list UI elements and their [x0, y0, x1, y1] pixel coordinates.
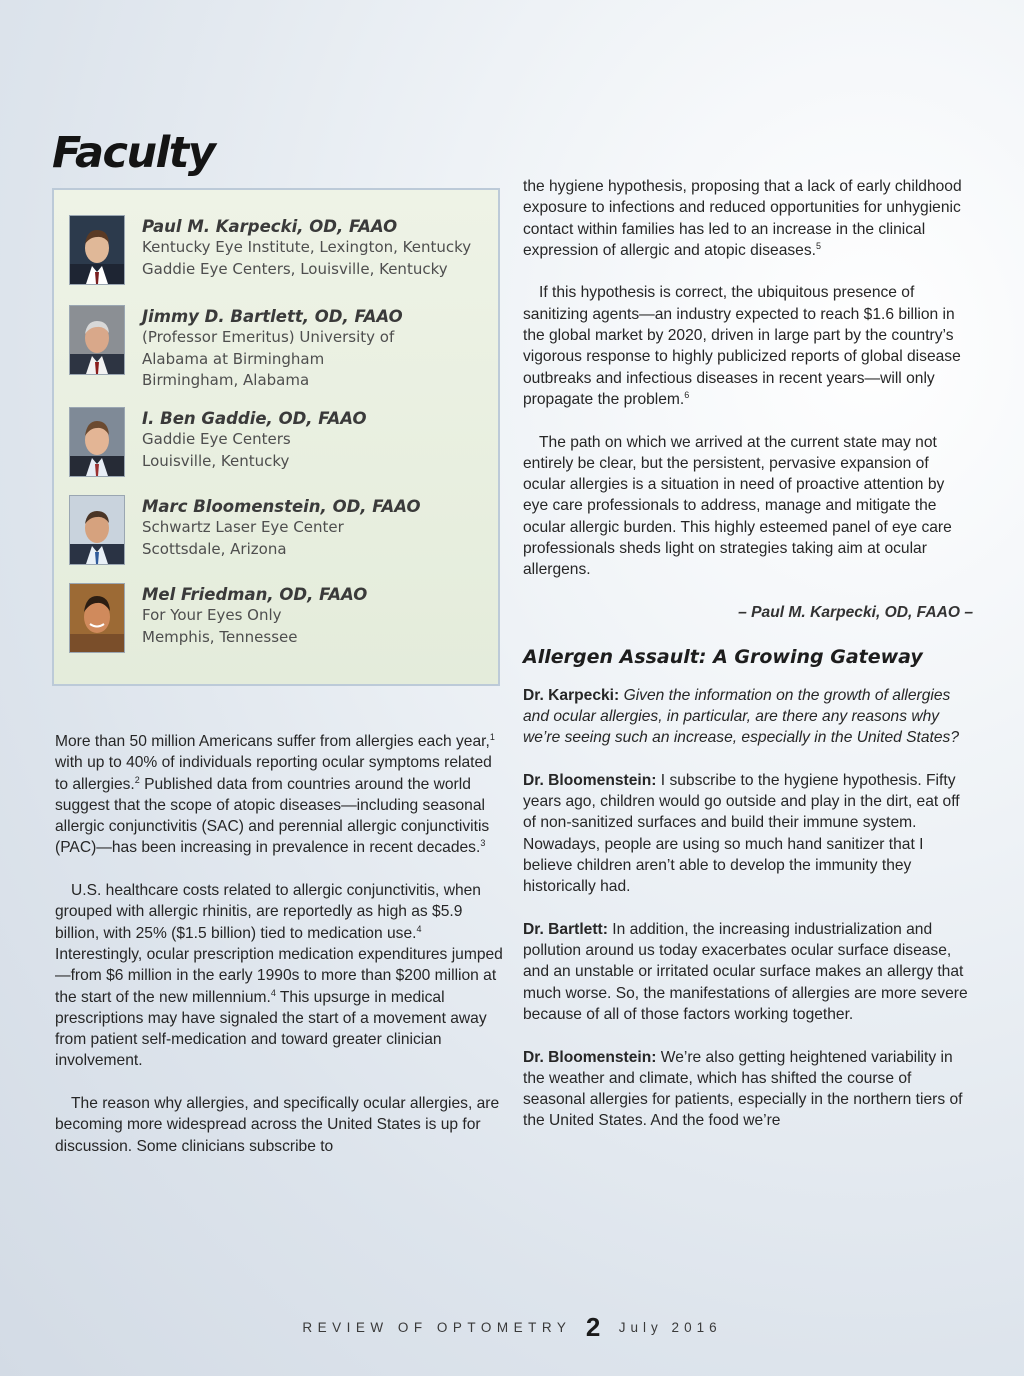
body-paragraph: More than 50 million Americans suffer from allergies each year,$^1$ with up to 40% of individuals reporting ocular symptoms related to allergies.$^2$ Published data from countries around the world suggest that the scope of atopic diseases—including seasonal allergic conjunctivitis (SAC) and perennial allergic conjunctivitis (PAC)—has been increasing in prevalence in recent decades.$^3$ [55, 731, 495, 857]
faculty-affiliation: Gaddie Eye Centers, Louisville, Kentucky [142, 259, 448, 278]
speaker-label: Dr. Bloomenstein: [523, 1048, 657, 1066]
body-paragraph: The reason why allergies, and specifically ocular allergies, are becoming more widespread across the United States is up for discussion. Some clinicians subscribe to [55, 1095, 500, 1155]
footnote-ref: 2 [134, 774, 140, 785]
speaker-label: Dr. Bartlett: [523, 920, 608, 938]
page-footer [0, 1312, 1024, 1348]
dialogue-answer: Dr. Bartlett: In addition, the increasing industrialization and pollution around us today exacerbates ocular surface disease, and an unstable or irritated ocular surface makes an allergy that much worse. So, the manifestations of allergies are more severe because of all of those factors working together. [523, 920, 968, 1023]
faculty-affiliation: (Professor Emeritus) University of [142, 328, 395, 346]
faculty-name: Paul M. Karpecki, OD, FAAO [142, 217, 398, 236]
faculty-name: Jimmy D. Bartlett, OD, FAAO [142, 307, 403, 326]
faculty-affiliation: Louisville, Kentucky [142, 451, 290, 470]
footnote-ref: 4 [416, 923, 422, 934]
faculty-affiliation: Schwartz Laser Eye Center [142, 518, 344, 536]
body-paragraph: If this hypothesis is correct, the ubiquitous presence of sanitizing agents—an industry expected to reach $1.6 billion in the global market by 2020, driven in large part by the country’s vigorous response to highly publicized reports of global disease outbreaks and infectious diseases in recent years—will only propagate the problem.$^6$ [523, 284, 961, 408]
footnote-ref: 4 [270, 987, 276, 998]
faculty-affiliation: Birmingham, Alabama [142, 371, 310, 389]
faculty-affiliation: Gaddie Eye Centers [142, 430, 291, 448]
footnote-ref: 1 [489, 731, 495, 742]
dialogue-answer: Dr. Bloomenstein: We’re also getting heightened variability in the weather and climate, which has shifted the course of seasonal allergies for patients, especially in the northern tiers of the United States. And the food we’re [523, 1048, 963, 1130]
speaker-label: Dr. Bloomenstein: [523, 771, 657, 789]
speaker-label: Dr. Karpecki: [523, 686, 620, 704]
faculty-affiliation: Scottsdale, Arizona [142, 539, 287, 558]
body-paragraph: The path on which we arrived at the current state may not entirely be clear, but the persistent, pervasive expansion of ocular allergies is a situation in need of proactive attention by eye care professionals to address, manage and mitigate the ocular allergic burden. This highly esteemed panel of eye care professionals sheds light on strategies taking aim at ocular allergens. [523, 433, 952, 579]
faculty-photo [70, 496, 124, 564]
dialogue-answer: Dr. Bloomenstein: I subscribe to the hygiene hypothesis. Fifty years ago, children would go outside and play in the dirt, eat off of non-sanitized surfaces and build their immune system. Nowadays, people are using so much hand sanitizer that I believe children aren’t able to develop the immunity they historically had. [523, 771, 960, 896]
dialogue-question: Dr. Karpecki: Given the information on the growth of allergies and ocular allergies, in particular, are there any reasons why we’re seeing such an increase, especially in the United States? [523, 686, 960, 747]
faculty-affiliation: Alabama at Birmingham [142, 349, 325, 368]
faculty-name: I. Ben Gaddie, OD, FAAO [142, 409, 367, 428]
magazine-name: REVIEW OF OPTOMETRY [302, 1320, 572, 1335]
page-title: Faculty [52, 128, 215, 178]
faculty-name: Marc Bloomenstein, OD, FAAO [142, 497, 421, 516]
author-signature: – Paul M. Karpecki, OD, FAAO – [738, 603, 973, 621]
left-column [55, 731, 505, 1178]
right-column [523, 176, 973, 1153]
faculty-photo [70, 216, 124, 284]
faculty-photo [70, 306, 124, 374]
faculty-panel [52, 188, 500, 686]
body-paragraph: the hygiene hypothesis, proposing that a lack of early childhood exposure to infections and reduced opportunities for unhygienic contact within families has led to an increase in the clinical expression of allergic and atopic diseases.$^5$ [523, 178, 962, 259]
faculty-affiliation: Memphis, Tennessee [142, 627, 298, 646]
page-number: 2 [585, 1312, 601, 1342]
faculty-photo [70, 408, 124, 476]
faculty-name: Mel Friedman, OD, FAAO [142, 585, 368, 604]
footnote-ref: 3 [480, 838, 486, 849]
footnote-ref: 6 [684, 389, 690, 400]
footnote-ref: 5 [815, 240, 821, 251]
faculty-affiliation: Kentucky Eye Institute, Lexington, Kentucky [142, 238, 472, 256]
issue-date: July 2016 [618, 1320, 722, 1335]
section-heading: Allergen Assault: A Growing Gateway [523, 645, 923, 668]
faculty-photo [70, 584, 124, 652]
body-paragraph: U.S. healthcare costs related to allergic conjunctivitis, when grouped with allergic rhinitis, are reportedly as high as $5.9 billion, with 25% ($1.5 billion) tied to medication use.$^4$ Interestingly, ocular prescription medication expenditures jumped—from $6 million in the early 1990s to more than $200 million at the start of the new millennium.$^4$ This upsurge in medical prescriptions may have signaled the start of a movement away from patient self-medication and toward greater clinician involvement. [55, 882, 503, 1070]
faculty-affiliation: For Your Eyes Only [142, 606, 282, 624]
